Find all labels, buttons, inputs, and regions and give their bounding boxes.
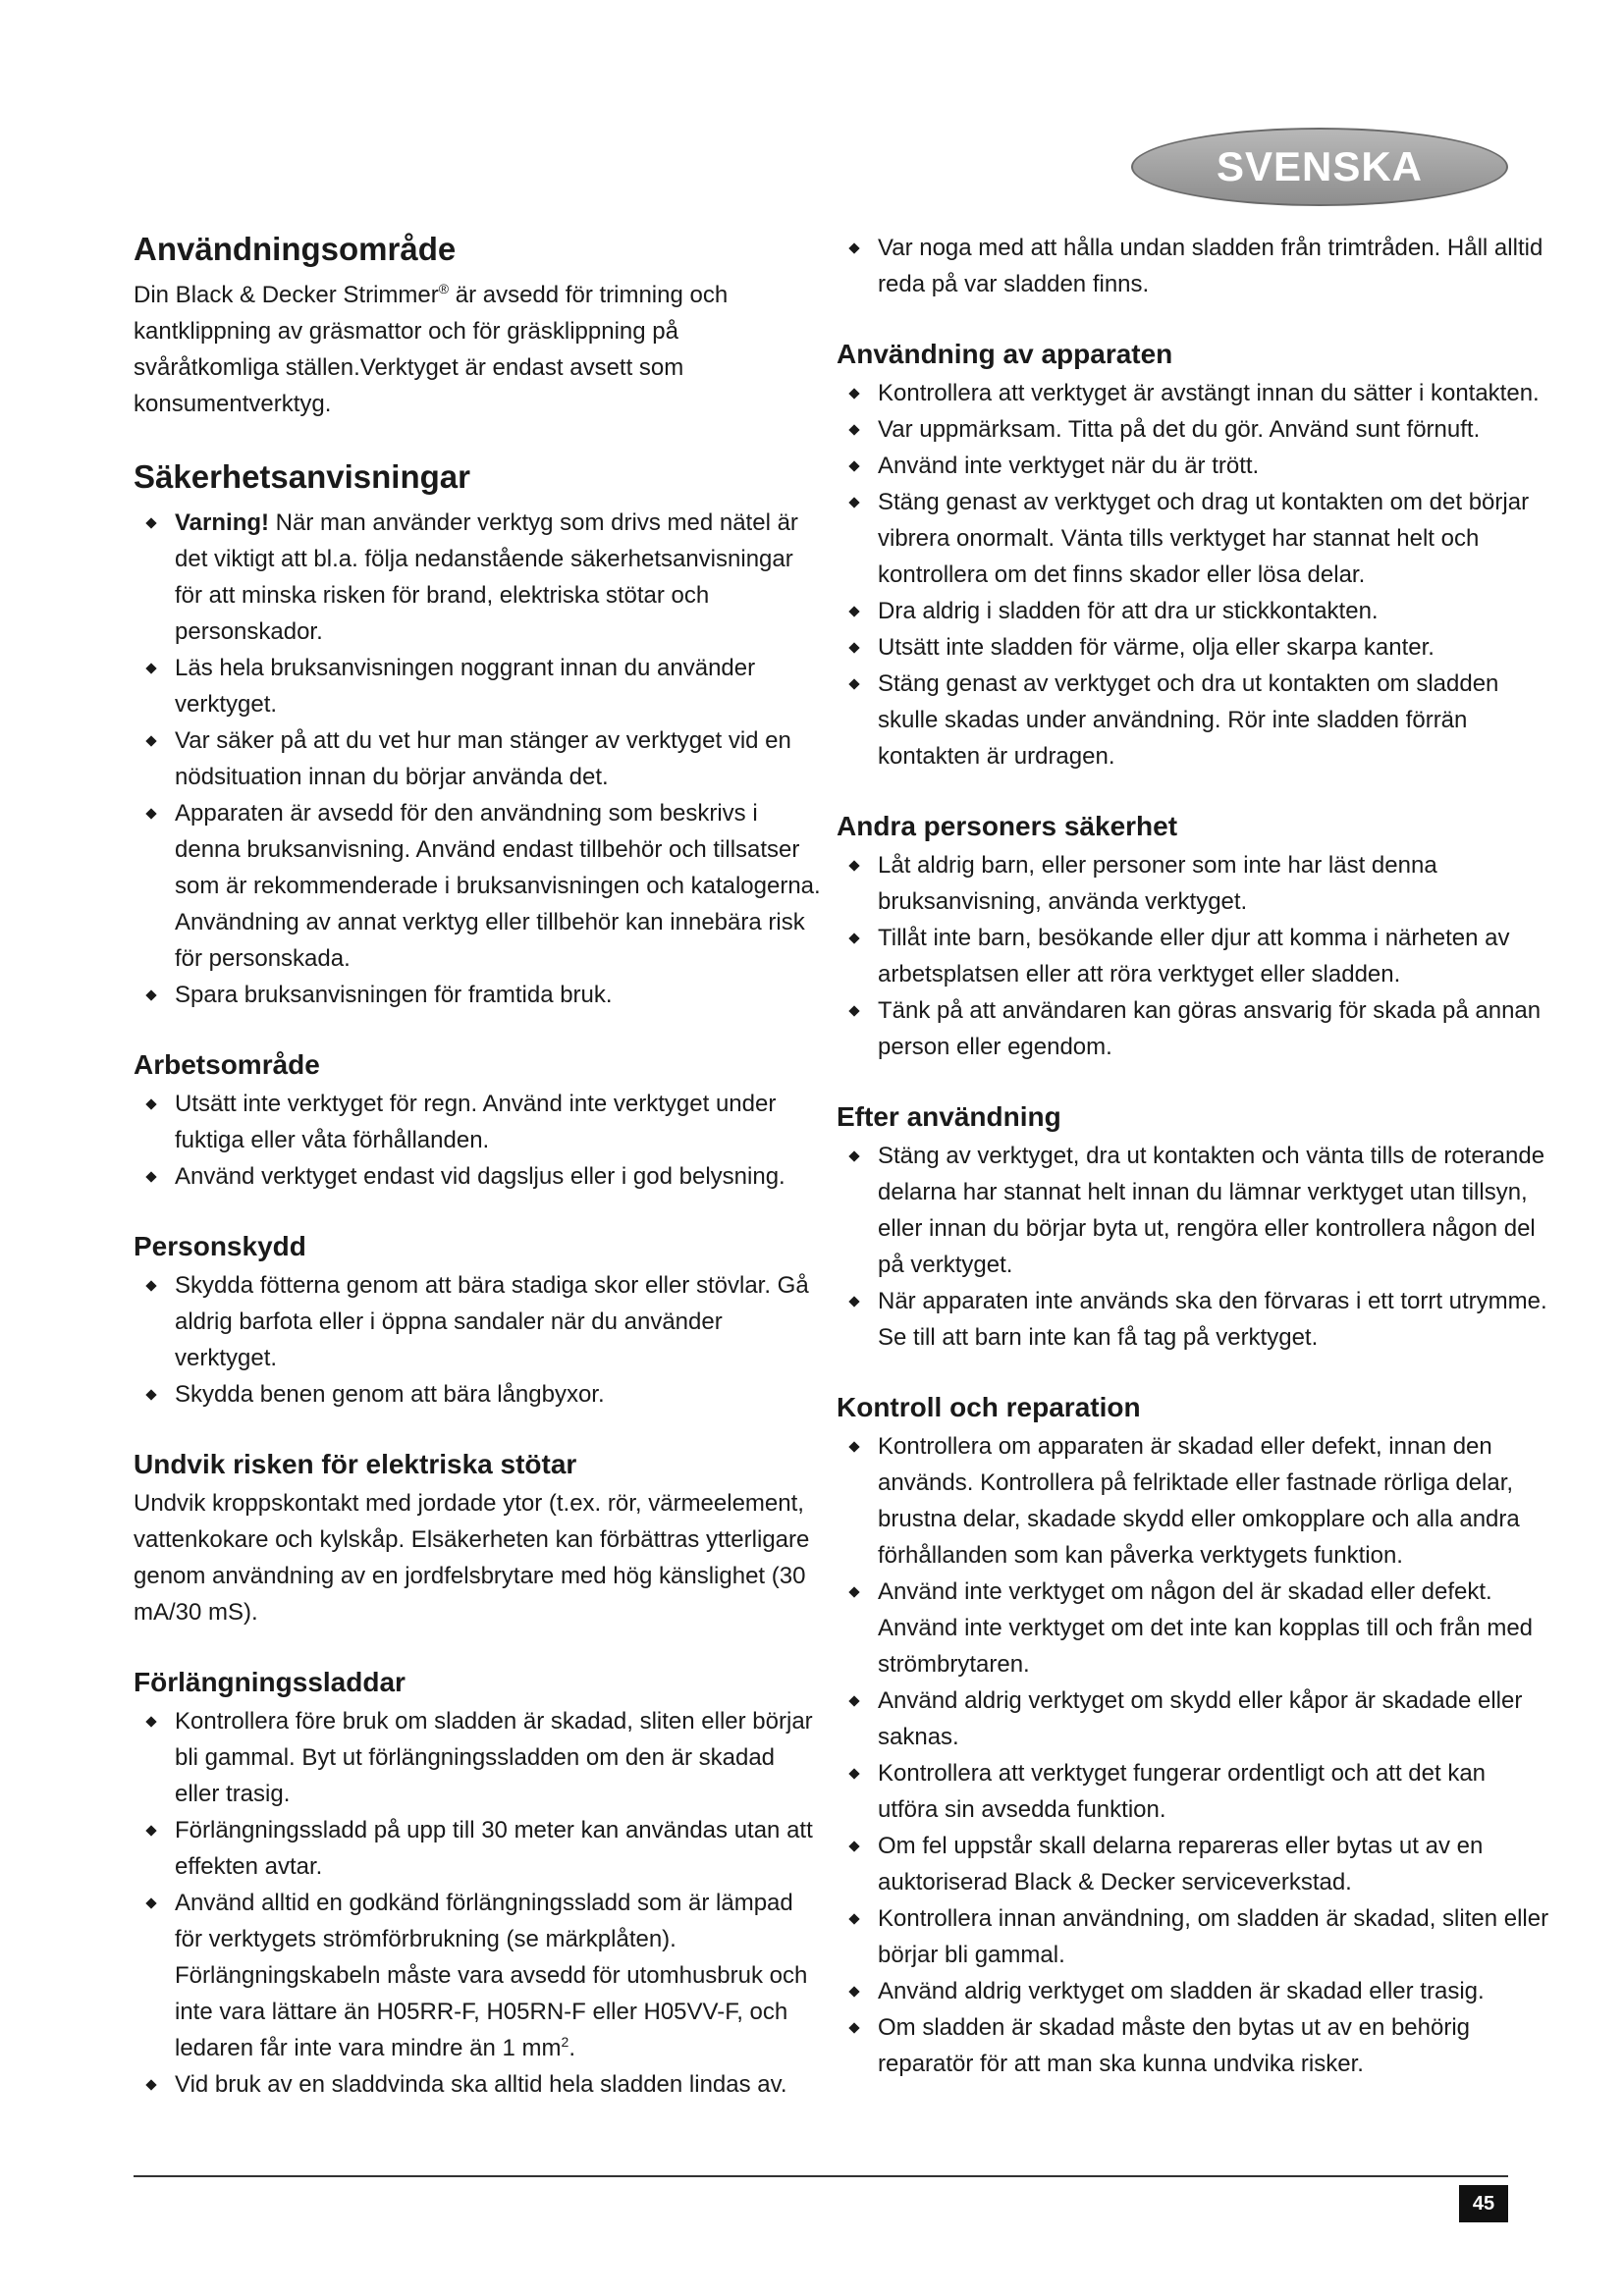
section-operation <box>837 336 1549 774</box>
section-inspection <box>837 1389 1549 2082</box>
item-text: Kontrollera före bruk om sladden är skadad, sliten eller börjar bli gammal. Byt ut förlängningssladden om den är skadad eller trasig. <box>175 1708 813 1807</box>
item-text: Kontrollera om apparaten är skadad eller defekt, innan den används. Kontrollera på felriktade eller fastnade rörliga delar, brustna delar, skadade skydd eller omkopplare och alla andra förhållanden som kan påverka verktygets funktion. <box>878 1433 1520 1569</box>
list-item <box>837 1428 1549 1574</box>
bullet-icon <box>145 735 156 746</box>
list-item <box>837 1828 1549 1900</box>
list-item <box>134 1885 821 2066</box>
bullet-icon <box>848 1695 859 1706</box>
section-personal-protection <box>134 1228 821 1413</box>
electric-shock-text: Undvik kroppskontakt med jordade ytor (t.ex. rör, värmeelement, vattenkokare och kylskåp. Elsäkerheten kan förbättras ytterligare genom användning av en jordfelsbrytare med hög känslighet (30 mA/30 mS). <box>134 1490 810 1626</box>
list-item <box>837 593 1549 629</box>
list-item <box>837 375 1549 411</box>
bullet-icon <box>145 1825 156 1836</box>
list-item <box>837 1755 1549 1828</box>
registered-mark: ® <box>438 281 450 296</box>
list-item <box>134 1812 821 1885</box>
heading-personal-protection: Personskydd <box>134 1231 306 1261</box>
list-item <box>837 1973 1549 2009</box>
list-item <box>837 629 1549 666</box>
list-item <box>837 1682 1549 1755</box>
item-text: Dra aldrig i sladden för att dra ur stickkontakten. <box>878 598 1379 624</box>
list-item <box>134 1267 821 1376</box>
safety-list <box>134 505 821 1013</box>
bullet-icon <box>145 1897 156 1908</box>
item-text: Använd inte verktyget när du är trött. <box>878 453 1260 479</box>
usage-text-end: är avsedd för trimning och kantklippning av gräsmattor och för gräsklippning på svåråtkomliga ställen.Verktyget är endast avsett som konsumentverktyg. <box>134 282 729 417</box>
item-text: Var uppmärksam. Titta på det du gör. Använd sunt förnuft. <box>878 416 1481 443</box>
after-use-list <box>837 1138 1549 1356</box>
bullet-icon <box>848 1441 859 1452</box>
bullet-icon <box>145 1280 156 1291</box>
bullet-icon <box>848 678 859 689</box>
item-text: Använd verktyget endast vid dagsljus eller i god belysning. <box>175 1163 785 1190</box>
list-item <box>837 484 1549 593</box>
usage-area-text <box>134 277 821 422</box>
cord-top-list <box>837 230 1549 302</box>
list-item <box>837 920 1549 992</box>
bullet-icon <box>145 2079 156 2090</box>
language-badge: SVENSKA <box>1131 128 1508 206</box>
heading-others-safety: Andra personers säkerhet <box>837 811 1178 841</box>
bullet-icon <box>848 1768 859 1779</box>
item-text: Stäng av verktyget, dra ut kontakten och vänta tills de roterande delarna har stannat helt innan du lämnar verktyget utan tillsyn, eller innan du börjar byta ut, rengöra eller kontrollera någon del på verktyget. <box>878 1143 1545 1278</box>
list-item <box>837 992 1549 1065</box>
bullet-icon <box>848 1005 859 1016</box>
bullet-icon <box>848 1150 859 1161</box>
section-cord-top <box>837 230 1549 302</box>
section-safety <box>134 455 821 1013</box>
bullet-icon <box>848 424 859 435</box>
heading-usage-area: Användningsområde <box>134 231 457 267</box>
bullet-icon <box>848 242 859 253</box>
warning-label: Varning! <box>175 509 270 536</box>
item-text: Förlängningssladd på upp till 30 meter kan användas utan att effekten avtar. <box>175 1817 813 1880</box>
page-number: 45 <box>1459 2185 1508 2222</box>
left-column <box>134 228 821 2136</box>
item-text: Utsätt inte sladden för värme, olja eller skarpa kanter. <box>878 634 1435 661</box>
bullet-icon <box>145 1389 156 1400</box>
usage-text-start: Din Black & Decker Strimmer <box>134 282 439 308</box>
item-text: Var noga med att hålla undan sladden från trimtråden. Håll alltid reda på var sladden finns. <box>878 235 1543 297</box>
item-text: När apparaten inte används ska den förvaras i ett torrt utrymme. Se till att barn inte kan få tag på verktyget. <box>878 1288 1547 1351</box>
heading-work-area: Arbetsområde <box>134 1049 320 1080</box>
bullet-icon <box>848 460 859 471</box>
list-item <box>837 2009 1549 2082</box>
right-column <box>837 228 1549 2115</box>
bullet-icon <box>145 663 156 673</box>
heading-electric-shock: Undvik risken för elektriska stötar <box>134 1449 577 1479</box>
operation-list <box>837 375 1549 774</box>
list-item <box>134 977 821 1013</box>
bullet-icon <box>145 1716 156 1727</box>
heading-inspection: Kontroll och reparation <box>837 1392 1141 1422</box>
bullet-icon <box>145 989 156 1000</box>
work-area-list <box>134 1086 821 1195</box>
personal-protection-list <box>134 1267 821 1413</box>
bullet-icon <box>848 606 859 616</box>
list-item <box>837 448 1549 484</box>
item-text-end: . <box>568 2035 575 2061</box>
bullet-icon <box>848 1586 859 1597</box>
list-item <box>837 230 1549 302</box>
section-after-use <box>837 1098 1549 1356</box>
bullet-icon <box>145 1171 156 1182</box>
item-text: Använd aldrig verktyget om sladden är skadad eller trasig. <box>878 1978 1485 2004</box>
list-item <box>837 1900 1549 1973</box>
list-item <box>134 1376 821 1413</box>
item-text: Spara bruksanvisningen för framtida bruk. <box>175 982 613 1008</box>
section-usage-area <box>134 228 821 422</box>
item-text: Om sladden är skadad måste den bytas ut av en behörig reparatör för att man ska kunna undvika risker. <box>878 2014 1471 2077</box>
list-item <box>134 1703 821 1812</box>
item-text: Vid bruk av en sladdvinda ska alltid hela sladden lindas av. <box>175 2071 787 2098</box>
item-text: Var säker på att du vet hur man stänger av verktyget vid en nödsituation innan du börjar använda det. <box>175 727 791 790</box>
inspection-list <box>837 1428 1549 2082</box>
bullet-icon <box>145 808 156 819</box>
list-item <box>134 650 821 722</box>
item-text: Använd inte verktyget om någon del är skadad eller defekt. Använd inte verktyget om det inte kan kopplas till och från med strömbrytaren. <box>878 1578 1534 1678</box>
bullet-icon <box>848 933 859 943</box>
bullet-icon <box>848 642 859 653</box>
item-text: Skydda benen genom att bära långbyxor. <box>175 1381 605 1408</box>
list-item <box>134 1158 821 1195</box>
bullet-icon <box>848 1841 859 1851</box>
others-safety-list <box>837 847 1549 1065</box>
warning-text: När man använder verktyg som drivs med nätel är det viktigt att bl.a. följa nedanstående säkerhetsanvisningar för att minska risken för brand, elektriska stötar och personskador. <box>175 509 798 645</box>
list-item <box>134 1086 821 1158</box>
item-text: Läs hela bruksanvisningen noggrant innan du använder verktyget. <box>175 655 756 718</box>
section-extension-cords <box>134 1664 821 2103</box>
extension-cords-list <box>134 1703 821 2103</box>
list-item <box>837 666 1549 774</box>
list-item <box>134 505 821 650</box>
item-text: Kontrollera att verktyget fungerar ordentligt och att det kan utföra sin avsedda funktion. <box>878 1760 1487 1823</box>
section-others-safety <box>837 808 1549 1065</box>
item-text: Utsätt inte verktyget för regn. Använd inte verktyget under fuktiga eller våta förhållanden. <box>175 1091 777 1153</box>
bullet-icon <box>848 1296 859 1307</box>
item-text: Apparaten är avsedd för den användning som beskrivs i denna bruksanvisning. Använd endast tillbehör och tillsatser som är rekommenderade i bruksanvisningen och katalogerna. Användning av annat verktyg eller tillbehör kan innebära risk för personskada. <box>175 800 821 972</box>
bullet-icon <box>848 1986 859 1997</box>
heading-safety: Säkerhetsanvisningar <box>134 458 470 495</box>
item-text: Kontrollera innan användning, om sladden är skadad, sliten eller börjar bli gammal. <box>878 1905 1549 1968</box>
bullet-icon <box>848 2022 859 2033</box>
superscript-two: 2 <box>561 2034 569 2050</box>
item-text: Skydda fötterna genom att bära stadiga skor eller stövlar. Gå aldrig barfota eller i öppna sandaler när du använder verktyget. <box>175 1272 809 1371</box>
footer-divider <box>134 2175 1508 2177</box>
bullet-icon <box>848 388 859 399</box>
section-electric-shock <box>134 1446 821 1630</box>
list-item <box>134 795 821 977</box>
section-work-area <box>134 1046 821 1195</box>
item-text: Om fel uppstår skall delarna repareras eller bytas ut av en auktoriserad Black & Decker serviceverkstad. <box>878 1833 1484 1896</box>
list-item <box>837 847 1549 920</box>
list-item <box>134 2066 821 2103</box>
heading-after-use: Efter användning <box>837 1101 1061 1132</box>
item-text: Kontrollera att verktyget är avstängt innan du sätter i kontakten. <box>878 380 1540 406</box>
bullet-icon <box>145 1098 156 1109</box>
heading-extension-cords: Förlängningssladdar <box>134 1667 406 1697</box>
bullet-icon <box>848 497 859 507</box>
heading-operation: Användning av apparaten <box>837 339 1173 369</box>
bullet-icon <box>848 1913 859 1924</box>
bullet-icon <box>145 517 156 528</box>
item-text: Tänk på att användaren kan göras ansvarig för skada på annan person eller egendom. <box>878 997 1542 1060</box>
item-text: Använd aldrig verktyget om skydd eller kåpor är skadade eller saknas. <box>878 1687 1523 1750</box>
list-item <box>837 1283 1549 1356</box>
item-text: Stäng genast av verktyget och dra ut kontakten om sladden skulle skadas under användning. Rör inte sladden förrän kontakten är urdragen. <box>878 670 1499 770</box>
list-item <box>837 1138 1549 1283</box>
item-text: Använd alltid en godkänd förlängningssladd som är lämpad för verktygets strömförbrukning (se märkplåten). Förlängningskabeln måste vara avsedd för utomhusbruk och inte vara lättare än H05RR-F, H05RN-F eller H05VV-F, och ledaren får inte vara mindre än 1 mm <box>175 1890 808 2061</box>
list-item <box>837 1574 1549 1682</box>
item-text: Låt aldrig barn, eller personer som inte har läst denna bruksanvisning, använda verktyget. <box>878 852 1437 915</box>
list-item <box>134 722 821 795</box>
item-text: Tillåt inte barn, besökande eller djur att komma i närheten av arbetsplatsen eller att röra verktyget eller sladden. <box>878 925 1510 988</box>
bullet-icon <box>848 860 859 871</box>
list-item <box>837 411 1549 448</box>
item-text: Stäng genast av verktyget och drag ut kontakten om det börjar vibrera onormalt. Vänta tills verktyget har stannat helt och kontrollera om det finns skador eller lösa delar. <box>878 489 1530 588</box>
